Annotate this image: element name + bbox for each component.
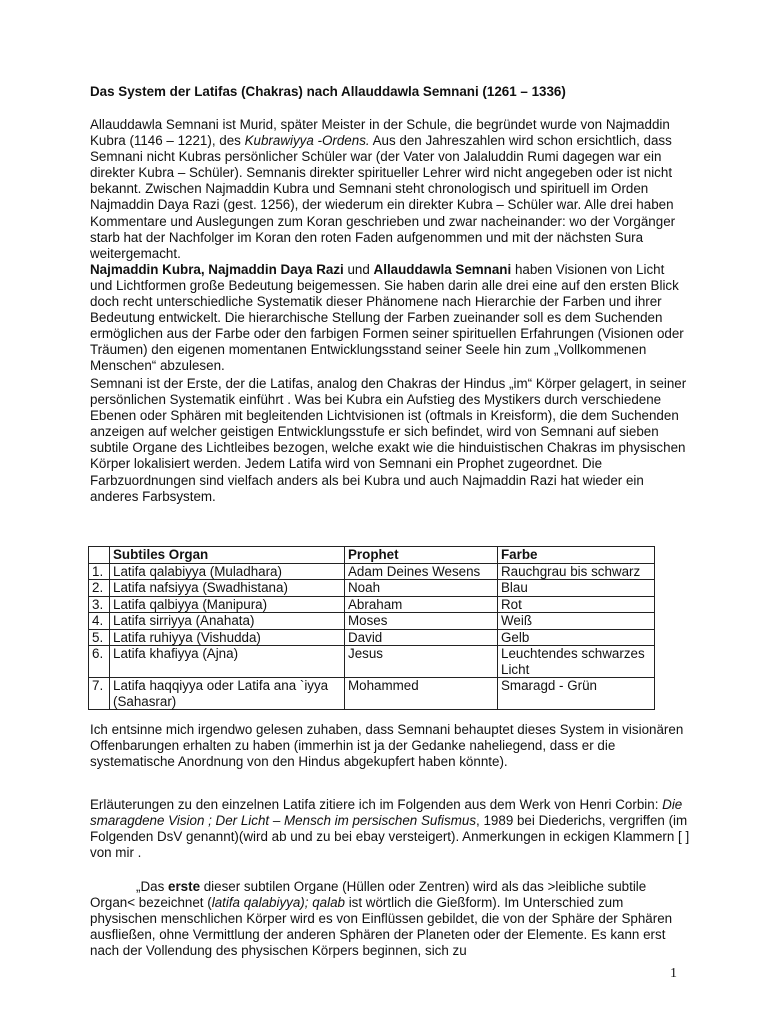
table-row (89, 629, 655, 646)
row-color: Rauchgrau bis schwarz (498, 563, 655, 580)
row-prophet: Moses (345, 613, 498, 630)
row-number: 2. (89, 580, 110, 597)
row-prophet: Mohammed (345, 678, 498, 710)
bold-names: Najmaddin Kubra, Najmaddin Daya Razi (90, 261, 344, 277)
header-organ: Subtiles Organ (110, 547, 345, 564)
row-organ: Latifa haqqiyya oder Latifa ana `iyya (Sahasrar) (110, 678, 345, 710)
document-title: Das System der Latifas (Chakras) nach Allauddawla Semnani (1261 – 1336) (90, 84, 566, 99)
page-number: 1 (670, 966, 677, 981)
table-row (89, 580, 655, 597)
row-color: Blau (498, 580, 655, 597)
row-color: Smaragd - Grün (498, 678, 655, 710)
row-organ: Latifa sirriyya (Anahata) (110, 613, 345, 630)
row-prophet: Noah (345, 580, 498, 597)
header-color: Farbe (498, 547, 655, 564)
row-number: 5. (89, 629, 110, 646)
paragraph-corbin: Erläuterungen zu den einzelnen Latifa zitiere ich im Folgenden aus dem Werk von Henri Corbin: Die smaragdene Vision ; Der Licht – Mensch im persischen Sufismus, 1989 bei Diederichs, vergriffen (im Folgenden DsV genannt)(wird ab und zu bei ebay versteigert). Anmerkungen in eckigen Klammern [ ] von mir . (90, 797, 690, 861)
row-organ: Latifa qalabiyya (Muladhara) (110, 563, 345, 580)
row-color: Gelb (498, 629, 655, 646)
row-organ: Latifa khafiyya (Ajna) (110, 646, 345, 678)
table-row (89, 646, 655, 678)
row-number: 1. (89, 563, 110, 580)
bold-semnani: Allauddawla Semnani (373, 261, 512, 277)
order-name: Kubrawiyya -Ordens. (244, 133, 370, 149)
header-prophet: Prophet (345, 547, 498, 564)
row-prophet: Abraham (345, 596, 498, 613)
row-color: Weiß (498, 613, 655, 630)
row-number: 7. (89, 678, 110, 710)
row-prophet: Jesus (345, 646, 498, 678)
row-color: Leuchtendes schwarzes Licht (498, 646, 655, 678)
paragraph-latifas: Semnani ist der Erste, der die Latifas, analog den Chakras der Hindus „im“ Körper gelagert, in seiner persönlichen Systematik einführt . Was bei Kubra ein Aufstieg des Mystikers durch verschiedene Ebenen oder Sphären mit begleitenden Lichtvisionen ist (oftmals in Kreisform), die dem Suchenden anzeigen auf welcher geistigen Entwicklungsstufe er sich befindet, wird von Semnani auf sieben subtile Organe des Lichtleibes bezogen, welche exakt wie die hinduistischen Chakras im physischen Körper lokalisiert werden. Jedem Latifa wird von Semnani ein Prophet zugeordnet. Die Farbzuordnungen sind vielfach anders als bei Kubra und auch Najmaddin Razi hat wieder ein anderes Farbsystem. (90, 376, 687, 504)
row-prophet: David (345, 629, 498, 646)
row-prophet: Adam Deines Wesens (345, 563, 498, 580)
table-row (89, 678, 655, 710)
row-organ: Latifa qalbiyya (Manipura) (110, 596, 345, 613)
header-number (89, 547, 110, 564)
row-organ: Latifa ruhiyya (Vishudda) (110, 629, 345, 646)
table-row (89, 563, 655, 580)
latifa-table (88, 546, 655, 710)
row-organ: Latifa nafsiyya (Swadhistana) (110, 580, 345, 597)
table-header-row (89, 547, 655, 564)
latifa-term: latifa qalabiyya); qalab (211, 895, 345, 911)
table-row (89, 596, 655, 613)
row-number: 3. (89, 596, 110, 613)
table-row (89, 613, 655, 630)
row-number: 4. (89, 613, 110, 630)
book-title: Die smaragdene Vision ; Der Licht – Mensch im persischen Sufismus (90, 797, 683, 829)
row-number: 6. (89, 646, 110, 678)
paragraph-intro: Allauddawla Semnani ist Murid, später Meister in der Schule, die begründet wurde von Najmaddin Kubra (1146 – 1221), des Kubrawiyya -Ordens. Aus den Jahreszahlen wird schon ersichtlich, dass Semnani nicht Kubras persönlicher Schüler war (der Vater von Jalaluddin Rumi dagegen war ein direkter Kubra – Schüler). Semnanis direkter spiritueller Lehrer wird nicht angegeben oder ist nicht bekannt. Zwischen Najmaddin Kubra und Semnani steht chronologisch und spirituell im Orden Najmaddin Daya Razi (gest. 1256), der wiederum ein direkter Kubra – Schüler war. Alle drei haben Kommentare und Auslegungen zum Koran geschrieben und zwar nacheinander: wo der Vorgänger starb hat der Nachfolger im Koran den roten Faden aufgenommen und mit der nächsten Sura weitergemacht. Najmaddin Kubra, Najmaddin Daya Razi und Allauddawla Semnani haben Visionen von Licht und Lichtformen große Bedeutung beigemessen. Sie haben darin alle drei eine auf den ersten Blick doch recht unterschiedliche Systematik dieser Phänomene nach Hierarchie der Farben und ihrer Bedeutung entwickelt. Die hierarchische Stellung der Farben zueinander soll es dem Suchenden ermöglichen aus der Farbe oder den farbigen Formen seiner spirituellen Erfahrungen (Visionen oder Träumen) den eigenen momentanen Entwicklungsstand seiner Seele hin zum „Vollkommenen Menschen“ abzulesen. (90, 117, 684, 374)
row-color: Rot (498, 596, 655, 613)
bold-erste: erste (168, 879, 201, 894)
paragraph-quote: „Das erste dieser subtilen Organe (Hüllen oder Zentren) wird als das >leibliche subtile Organ< bezeichnet (latifa qalabiyya); qalab ist wörtlich die Gießform). Im Unterschied zum physischen menschlichen Körper wird es von Einflüssen gebildet, die von der Sphäre der Sphären ausfließen, ohne Vermittlung der anderen Sphären der Planeten oder der Elemente. Es kann erst nach der Vollendung des physischen Körpers beginnen, sich zu (90, 879, 673, 959)
paragraph-revelation: Ich entsinne mich irgendwo gelesen zuhaben, dass Semnani behauptet dieses System in visionären Offenbarungen erhalten zu haben (immerhin ist ja der Gedanke naheliegend, dass er die systematische Anordnung von den Hindus abgekupfert haben könnte). (90, 722, 684, 770)
